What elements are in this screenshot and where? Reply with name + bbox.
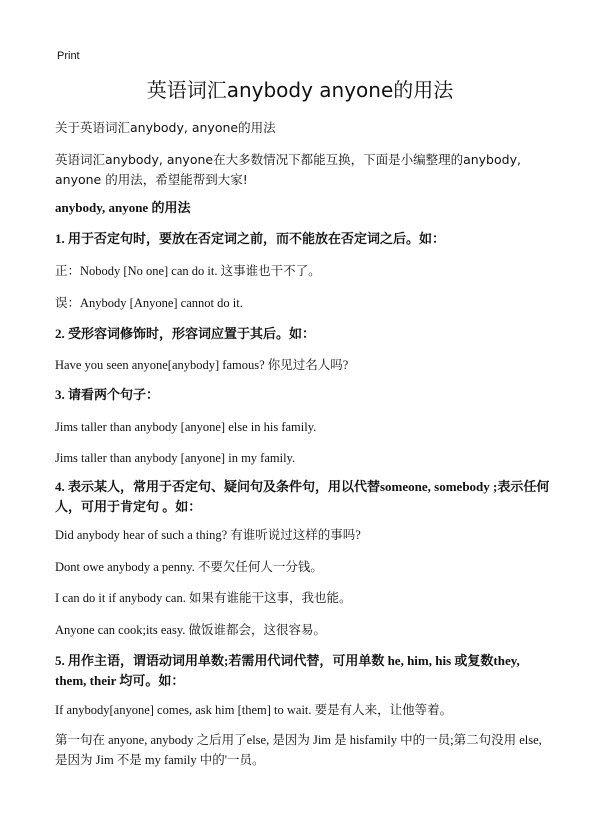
rule-4-example-4: Anyone can cook;its easy. 做饭谁都会，这很容易。 <box>55 623 327 637</box>
rule-4-example-2: Dont owe anybody a penny. 不要欠任何人一分钱。 <box>55 560 323 574</box>
rule-4-example-3: I can do it if anybody can. 如果有谁能干这事，我也能。 <box>55 591 352 605</box>
rule-4-example-1: Did anybody hear of such a thing? 有谁听说过这样的事吗? <box>55 528 361 542</box>
rule-1-correct-example: 正：Nobody [No one] can do it. 这事谁也干不了。 <box>55 264 321 278</box>
rule-2-example: Have you seen anyone[anybody] famous? 你见过名人吗? <box>55 358 349 372</box>
rule-3-example-1: Jims taller than anybody [anyone] else in his family. <box>55 420 317 434</box>
rule-4-heading: 4. 表示某人，常用于否定句、疑问句及条件句，用以代替someone, somebody ;表示任何人，可用于肯定句 。如： <box>55 479 550 514</box>
rule-2-heading: 2. 受形容词修饰时，形容词应置于其后。如： <box>55 326 316 341</box>
document-subtitle: 关于英语词汇anybody, anyone的用法 <box>55 120 276 135</box>
document-title: 英语词汇anybody anyone的用法 <box>146 78 454 102</box>
rule-3-example-2: Jims taller than anybody [anyone] in my family. <box>55 451 296 465</box>
closing-paragraph: 第一句在 anyone, anybody 之后用了else, 是因为 Jim 是 hisfamily 中的一员;第二句没用 else, 是因为 Jim 不是 my family 中的'一员。 <box>55 733 542 767</box>
rule-5-example-1: If anybody[anyone] comes, ask him [them] to wait. 要是有人来，让他等着。 <box>55 703 453 717</box>
intro-paragraph: 英语词汇anybody, anyone在大多数情况下都能互换，下面是小编整理的anybody, anyone 的用法，希望能帮到大家! <box>55 152 521 187</box>
rule-1-heading: 1. 用于否定句时，要放在否定词之前，而不能放在否定词之后。如： <box>55 231 446 246</box>
rule-5-heading: 5. 用作主语，谓语动词用单数;若需用代词代替，可用单数 he, him, his 或复数they, them, their 均可。如： <box>55 653 520 688</box>
print-label: Print <box>57 50 80 62</box>
rule-1-wrong-example: 误：Anybody [Anyone] cannot do it. <box>55 296 243 310</box>
section-heading: anybody, anyone 的用法 <box>55 200 191 215</box>
rule-3-heading: 3. 请看两个句子： <box>55 387 160 402</box>
